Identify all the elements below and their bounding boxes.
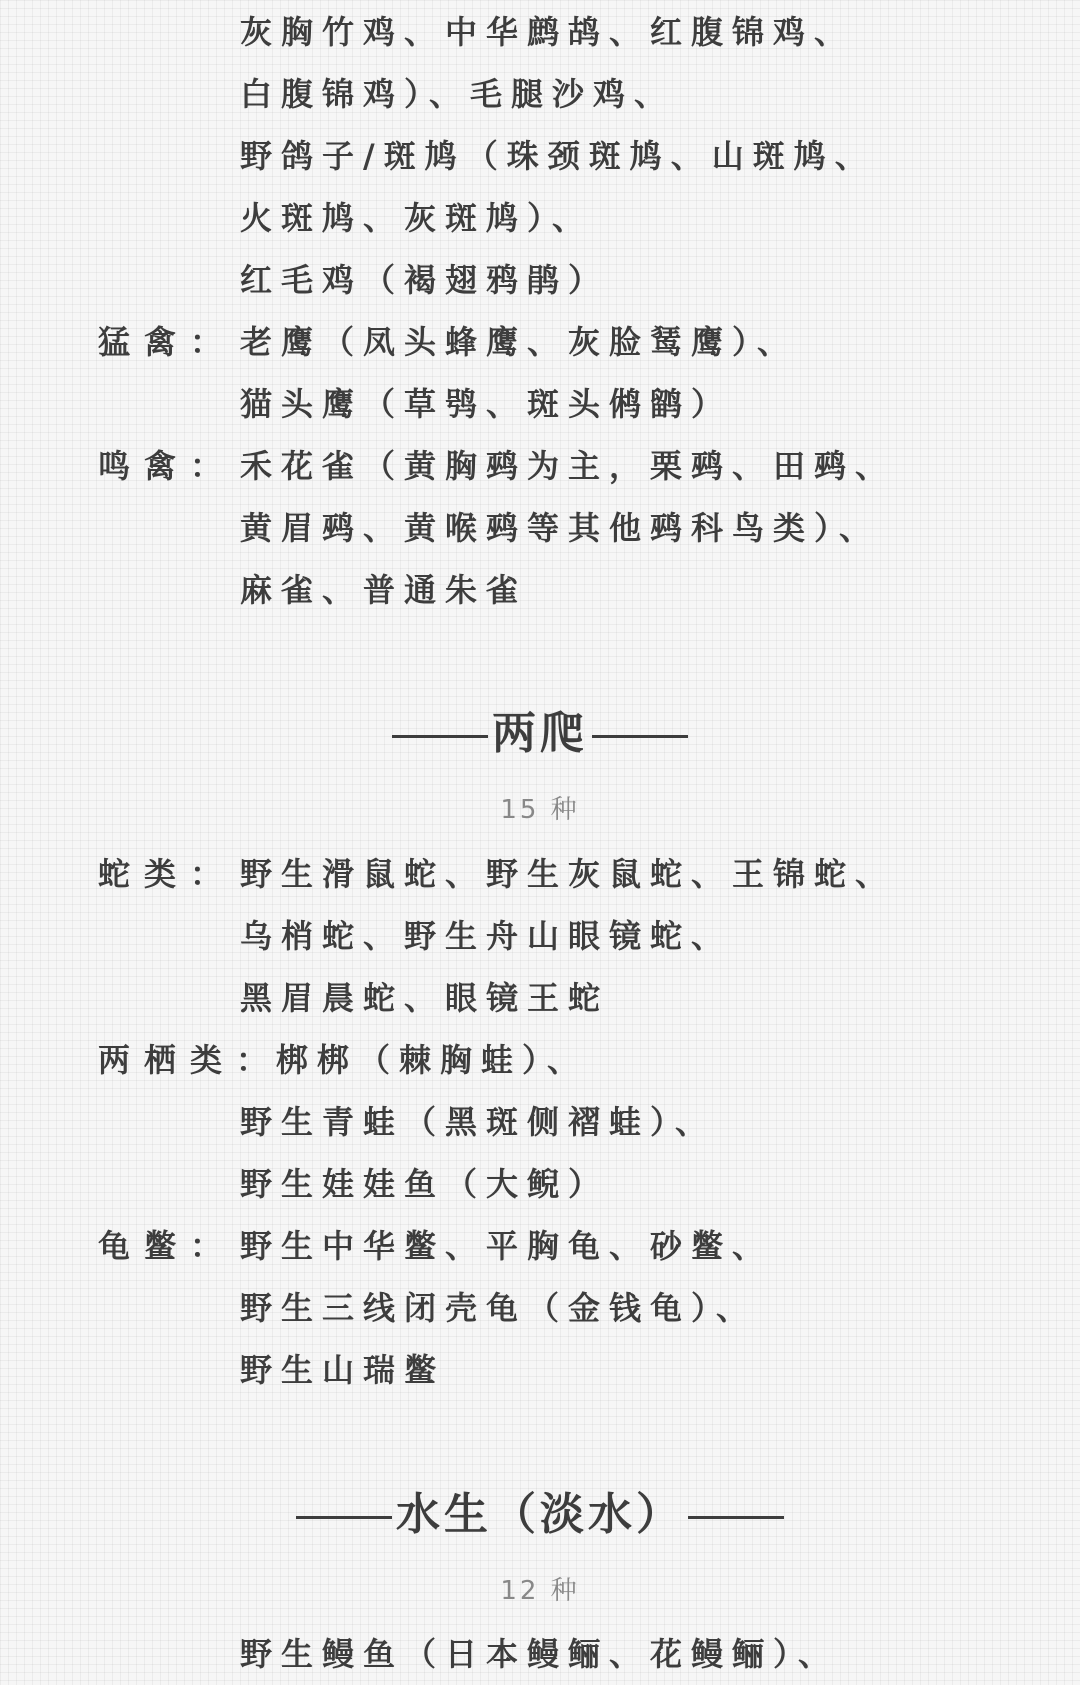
category-label-amphibians: 两栖类：: [98, 1041, 283, 1079]
species-line: 野生鳗鱼（日本鳗鲡、花鳗鲡）、: [240, 1635, 840, 1673]
list-item: [0, 384, 1080, 424]
section-title: 水生（淡水）: [396, 1489, 684, 1540]
heading-dash-right: [688, 1516, 784, 1519]
section-title: 两爬: [492, 708, 588, 759]
category-label-snakes: 蛇类：: [98, 855, 237, 893]
species-line: 火斑鸠、灰斑鸠）、: [240, 199, 594, 237]
category-label-raptors: 猛禽：: [98, 323, 237, 361]
species-line: 麻雀、普通朱雀: [240, 571, 528, 609]
species-line: 红毛鸡（褐翅鸦鹃）: [240, 261, 610, 299]
species-line: 野生三线闭壳龟（金钱龟）、: [240, 1289, 758, 1327]
species-line: 黄眉鹀、黄喉鹀等其他鹀科鸟类）、: [240, 509, 881, 547]
heading-dash-left: [392, 735, 488, 738]
section-heading-aquatic: [0, 1487, 1080, 1543]
list-item: [0, 1226, 1080, 1266]
section-heading-amphibians: [0, 706, 1080, 762]
species-line: 野生中华鳖、平胸龟、砂鳖、: [240, 1227, 774, 1265]
species-line: 老鹰（凤头蜂鹰、灰脸𫛭鹰）、: [240, 323, 799, 361]
species-line: 黑眉晨蛇、眼镜王蛇: [240, 979, 610, 1017]
list-item: [0, 136, 1080, 176]
list-item: [0, 1634, 1080, 1674]
list-item: [0, 12, 1080, 52]
list-item: [0, 322, 1080, 362]
species-line: 乌梢蛇、野生舟山眼镜蛇、: [240, 917, 733, 955]
species-line: 猫头鹰（草鸮、斑头鸺鹠）: [240, 385, 733, 423]
species-line: 灰胸竹鸡、中华鹧鸪、红腹锦鸡、: [240, 13, 856, 51]
list-item: [0, 74, 1080, 114]
list-item: [0, 1288, 1080, 1328]
list-item: [0, 1350, 1080, 1390]
heading-dash-right: [592, 735, 688, 738]
species-line: 野鸽子/斑鸠（珠颈斑鸠、山斑鸠、: [240, 137, 876, 175]
species-line: 白腹锦鸡）、毛腿沙鸡、: [240, 75, 676, 113]
species-line: 梆梆（棘胸蛙）、: [276, 1041, 589, 1079]
heading-dash-left: [296, 1516, 392, 1519]
list-item: [0, 916, 1080, 956]
list-item: [0, 260, 1080, 300]
category-label-turtles: 龟鳖：: [98, 1227, 237, 1265]
list-item: [0, 1040, 1080, 1080]
list-item: [0, 854, 1080, 894]
species-line: 野生青蛙（黑斑侧褶蛙）、: [240, 1103, 717, 1141]
section-count: 15 种: [500, 795, 580, 825]
list-item: [0, 1164, 1080, 1204]
species-line: 野生滑鼠蛇、野生灰鼠蛇、王锦蛇、: [240, 855, 897, 893]
list-item: [0, 446, 1080, 486]
section-count: 12 种: [500, 1576, 580, 1606]
species-line: 禾花雀（黄胸鹀为主，栗鹀、田鹀、: [240, 447, 897, 485]
species-line: 野生娃娃鱼（大鲵）: [240, 1165, 610, 1203]
species-line: 野生山瑞鳖: [240, 1351, 446, 1389]
list-item: [0, 570, 1080, 610]
category-label-songbirds: 鸣禽：: [98, 447, 237, 485]
list-item: [0, 978, 1080, 1018]
list-item: [0, 1102, 1080, 1142]
list-item: [0, 198, 1080, 238]
list-item: [0, 508, 1080, 548]
